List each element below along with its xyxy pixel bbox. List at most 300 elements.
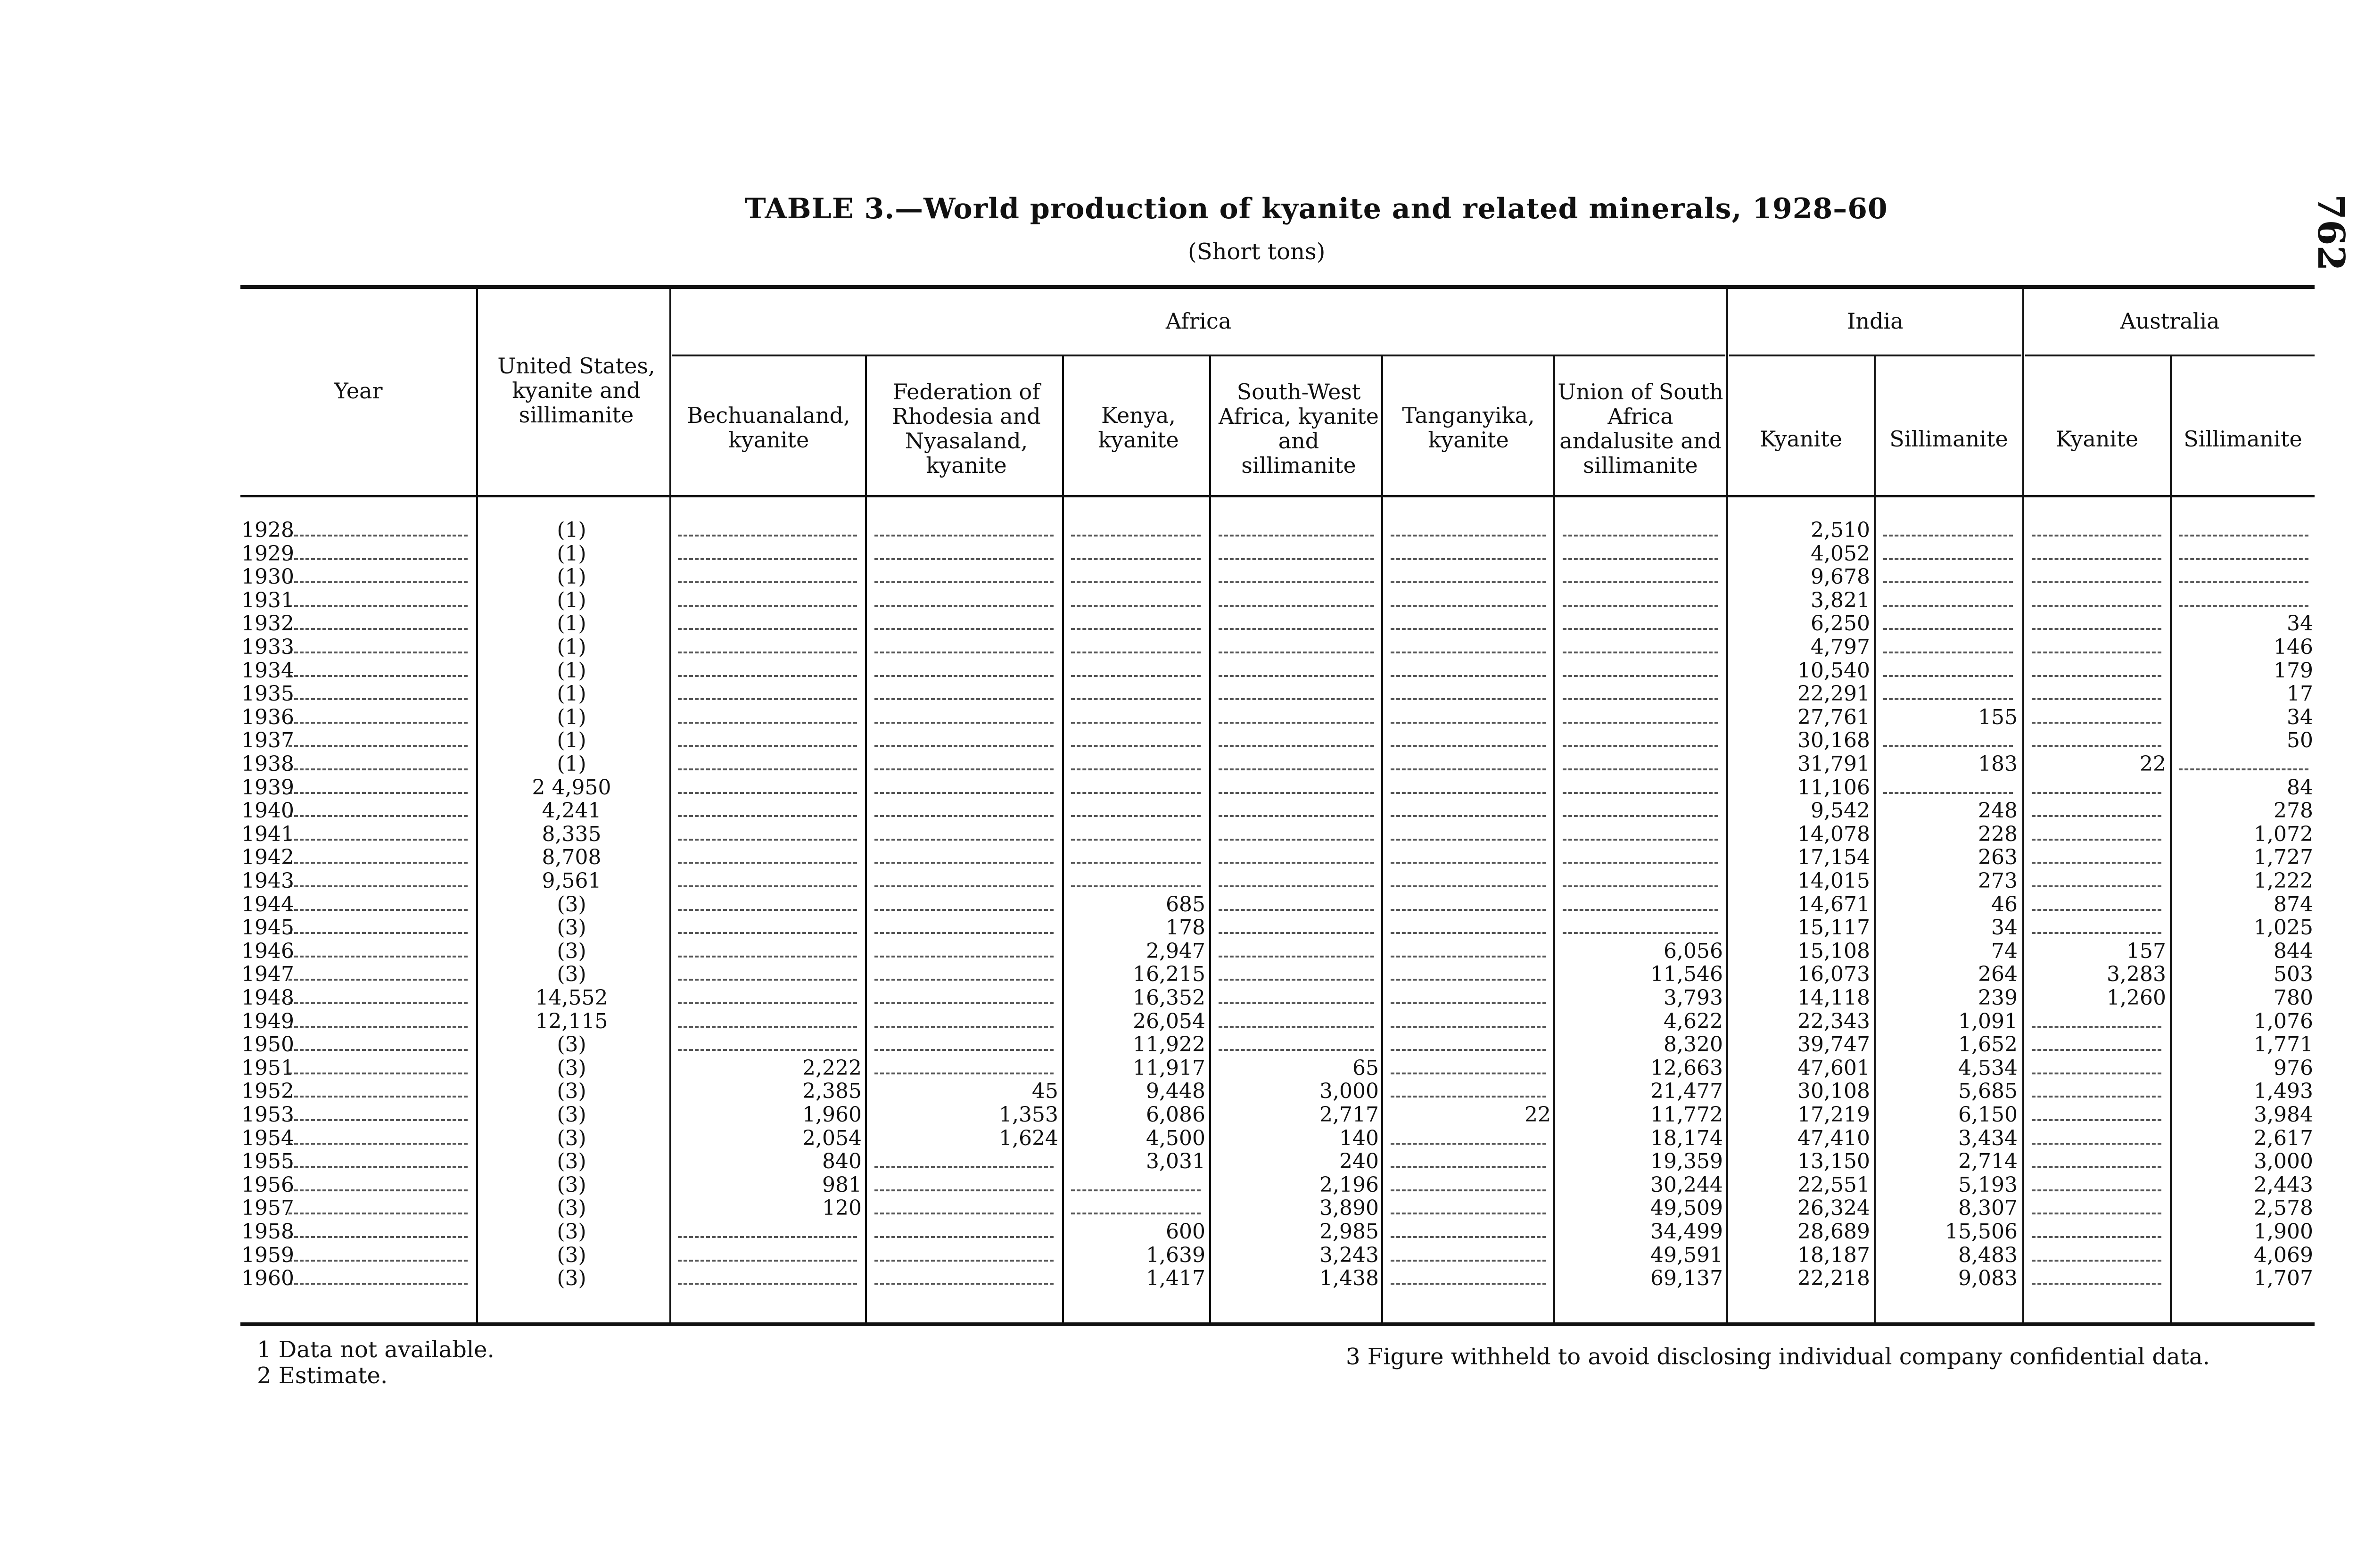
table-cell: 11,922 — [1133, 1032, 1205, 1057]
empty-cell-leader — [1563, 605, 1718, 607]
table-cell: (3) — [557, 1032, 586, 1057]
table-cell: 600 — [1166, 1220, 1205, 1244]
empty-cell-leader — [1391, 1073, 1546, 1074]
table-cell: 3,283 — [2107, 962, 2166, 987]
empty-cell-leader — [1563, 792, 1718, 794]
table-cell: 10,540 — [1797, 658, 1870, 683]
footnote: 1 Data not available. — [257, 1337, 494, 1363]
empty-cell-leader — [1883, 605, 2013, 607]
empty-cell-leader — [678, 792, 857, 794]
empty-cell-leader — [1563, 932, 1718, 934]
table-cell: (1) — [557, 541, 586, 566]
empty-cell-leader — [1219, 558, 1374, 560]
empty-cell-leader — [2032, 1260, 2161, 1262]
table-cell: 47,601 — [1797, 1056, 1870, 1080]
table-cell: 1,417 — [1146, 1266, 1205, 1291]
bottom-rule — [240, 1322, 2315, 1326]
table-cell: 27,761 — [1797, 705, 1870, 729]
year-cell: 1954 — [241, 1126, 294, 1150]
table-cell: (1) — [557, 565, 586, 589]
table-cell: 2,222 — [802, 1056, 862, 1080]
empty-cell-leader — [1883, 792, 2013, 794]
table-cell: 1,222 — [2254, 869, 2313, 893]
empty-cell-leader — [1563, 815, 1718, 817]
column-header: Year — [334, 378, 383, 404]
column-header: Kyanite — [1760, 426, 1842, 452]
empty-cell-leader — [874, 675, 1054, 677]
empty-cell-leader — [678, 581, 857, 583]
col-separator — [1062, 356, 1064, 1322]
table-cell: (3) — [557, 1103, 586, 1127]
table-cell: 2,985 — [1319, 1220, 1379, 1244]
table-cell: 3,793 — [1664, 986, 1723, 1010]
table-cell: 14,015 — [1797, 869, 1870, 893]
table-cell: 1,493 — [2254, 1079, 2313, 1104]
table-cell: 9,678 — [1811, 565, 1870, 589]
empty-cell-leader — [2032, 1189, 2161, 1191]
table-subtitle: (Short tons) — [1188, 239, 1326, 265]
empty-cell-leader — [2032, 1119, 2161, 1121]
table-cell: 6,250 — [1811, 611, 1870, 636]
empty-cell-leader — [1391, 628, 1546, 630]
empty-cell-leader — [678, 745, 857, 747]
year-cell: 1930 — [241, 565, 294, 589]
table-cell: 22,343 — [1797, 1009, 1870, 1033]
year-cell: 1935 — [241, 682, 294, 706]
header-bottom-rule — [240, 495, 2315, 497]
empty-cell-leader — [1563, 535, 1718, 536]
year-cell: 1945 — [241, 916, 294, 940]
empty-cell-leader — [1219, 885, 1374, 887]
empty-cell-leader — [1071, 558, 1201, 560]
empty-cell-leader — [1219, 1002, 1374, 1004]
empty-cell-leader — [874, 909, 1054, 911]
empty-cell-leader — [1883, 581, 2013, 583]
table-cell: 874 — [2274, 892, 2313, 916]
table-cell: 3,890 — [1319, 1196, 1379, 1221]
empty-cell-leader — [874, 745, 1054, 747]
table-cell: 183 — [1978, 752, 2018, 776]
empty-cell-leader — [874, 698, 1054, 700]
table-cell: (3) — [557, 916, 586, 940]
table-cell: 11,546 — [1650, 962, 1723, 987]
empty-cell-leader — [2032, 839, 2161, 841]
empty-cell-leader — [1391, 839, 1546, 841]
empty-cell-leader — [874, 932, 1054, 934]
empty-cell-leader — [874, 956, 1054, 957]
column-header: Union of South Africa andalusite and sillimanite — [1558, 379, 1723, 478]
table-cell: (3) — [557, 892, 586, 916]
empty-cell-leader — [874, 1049, 1054, 1051]
table-cell: (3) — [557, 962, 586, 987]
table-cell: 50 — [2287, 728, 2313, 753]
empty-cell-leader — [1883, 745, 2013, 747]
empty-cell-leader — [2179, 535, 2308, 536]
table-cell: (3) — [557, 1243, 586, 1267]
year-cell: 1952 — [241, 1080, 294, 1103]
empty-cell-leader — [874, 605, 1054, 607]
empty-cell-leader — [874, 1236, 1054, 1238]
table-cell: 16,352 — [1133, 986, 1205, 1010]
table-cell: 2,385 — [802, 1079, 862, 1104]
empty-cell-leader — [2032, 722, 2161, 724]
empty-cell-leader — [1219, 581, 1374, 583]
empty-cell-leader — [2032, 1073, 2161, 1074]
empty-cell-leader — [1219, 1026, 1374, 1028]
table-cell: 17 — [2287, 682, 2313, 706]
table-cell: 2,717 — [1319, 1103, 1379, 1127]
table-cell: 3,000 — [2254, 1149, 2313, 1174]
table-cell: 14,552 — [535, 986, 608, 1010]
table-cell: 179 — [2274, 658, 2313, 683]
table-cell: (3) — [557, 1196, 586, 1221]
table-cell: 14,078 — [1797, 822, 1870, 846]
table-cell: 2,196 — [1319, 1172, 1379, 1197]
table-cell: 69,137 — [1650, 1266, 1723, 1291]
table-cell: (1) — [557, 705, 586, 729]
empty-cell-leader — [1883, 628, 2013, 630]
empty-cell-leader — [1071, 628, 1201, 630]
empty-cell-leader — [1391, 862, 1546, 864]
table-cell: 45 — [1032, 1079, 1058, 1104]
empty-cell-leader — [874, 768, 1054, 770]
empty-cell-leader — [874, 862, 1054, 864]
empty-cell-leader — [1071, 605, 1201, 607]
empty-cell-leader — [1563, 652, 1718, 653]
empty-cell-leader — [1219, 979, 1374, 981]
empty-cell-leader — [1563, 862, 1718, 864]
empty-cell-leader — [678, 956, 857, 957]
table-cell: 3,434 — [1958, 1126, 2018, 1150]
empty-cell-leader — [1071, 722, 1201, 724]
empty-cell-leader — [1563, 581, 1718, 583]
empty-cell-leader — [678, 1049, 857, 1051]
table-cell: 2,714 — [1958, 1149, 2018, 1174]
empty-cell-leader — [1071, 792, 1201, 794]
empty-cell-leader — [1563, 745, 1718, 747]
empty-cell-leader — [1391, 1143, 1546, 1145]
table-cell: 1,353 — [999, 1103, 1058, 1127]
empty-cell-leader — [1391, 652, 1546, 653]
top-rule — [240, 285, 2315, 289]
column-header: Sillimanite — [2184, 426, 2302, 452]
table-cell: 1,076 — [2254, 1009, 2313, 1033]
table-cell: 8,307 — [1958, 1196, 2018, 1221]
empty-cell-leader — [1391, 1049, 1546, 1051]
table-cell: 46 — [1991, 892, 2018, 916]
year-cell: 1956 — [241, 1173, 294, 1197]
column-header: Bechuanaland, kyanite — [687, 403, 850, 453]
year-cell: 1944 — [241, 892, 294, 916]
year-cell: 1946 — [241, 939, 294, 963]
table-cell: 278 — [2274, 799, 2313, 823]
column-header: Kenya, kyanite — [1098, 403, 1179, 453]
empty-cell-leader — [1219, 768, 1374, 770]
empty-cell-leader — [1071, 885, 1201, 887]
table-cell: 6,150 — [1958, 1103, 2018, 1127]
table-cell: 34 — [2287, 705, 2313, 729]
empty-cell-leader — [1391, 909, 1546, 911]
table-cell: (3) — [557, 1056, 586, 1080]
table-cell: 34 — [2287, 611, 2313, 636]
empty-cell-leader — [1391, 605, 1546, 607]
empty-cell-leader — [1219, 675, 1374, 677]
year-cell: 1933 — [241, 635, 294, 659]
empty-cell-leader — [2032, 605, 2161, 607]
table-cell: 3,243 — [1319, 1243, 1379, 1267]
empty-cell-leader — [1219, 792, 1374, 794]
table-cell: 16,073 — [1797, 962, 1870, 987]
empty-cell-leader — [1563, 722, 1718, 724]
table-cell: 22,551 — [1797, 1172, 1870, 1197]
table-cell: 4,241 — [542, 799, 602, 823]
empty-cell-leader — [678, 1002, 857, 1004]
empty-cell-leader — [678, 652, 857, 653]
empty-cell-leader — [1071, 862, 1201, 864]
table-cell: 1,639 — [1146, 1243, 1205, 1267]
table-cell: 34 — [1991, 916, 2018, 940]
table-cell: 8,708 — [542, 845, 602, 870]
empty-cell-leader — [1391, 956, 1546, 957]
empty-cell-leader — [1391, 1236, 1546, 1238]
empty-cell-leader — [1563, 839, 1718, 841]
empty-cell-leader — [1391, 1213, 1546, 1214]
empty-cell-leader — [678, 1260, 857, 1262]
year-cell: 1934 — [241, 659, 294, 683]
year-cell: 1936 — [241, 705, 294, 729]
empty-cell-leader — [1391, 1002, 1546, 1004]
table-cell: 4,797 — [1811, 635, 1870, 659]
table-cell: 30,108 — [1797, 1079, 1870, 1104]
year-cell: 1957 — [241, 1197, 294, 1220]
table-cell: 22,218 — [1797, 1266, 1870, 1291]
table-cell: 976 — [2274, 1056, 2313, 1080]
empty-cell-leader — [1219, 932, 1374, 934]
year-cell: 1941 — [241, 822, 294, 846]
table-cell: 49,509 — [1650, 1196, 1723, 1221]
empty-cell-leader — [1391, 581, 1546, 583]
table-cell: 140 — [1339, 1126, 1379, 1150]
table-cell: 2,054 — [802, 1126, 862, 1150]
empty-cell-leader — [2032, 698, 2161, 700]
empty-cell-leader — [1563, 909, 1718, 911]
empty-cell-leader — [678, 722, 857, 724]
year-cell: 1959 — [241, 1243, 294, 1267]
empty-cell-leader — [678, 1026, 857, 1028]
empty-cell-leader — [678, 628, 857, 630]
table-cell: 1,025 — [2254, 916, 2313, 940]
group-header-australia: Australia — [2120, 308, 2220, 334]
table-cell: (3) — [557, 1079, 586, 1104]
empty-cell-leader — [678, 535, 857, 536]
table-cell: 6,086 — [1146, 1103, 1205, 1127]
table-cell: 5,193 — [1958, 1172, 2018, 1197]
empty-cell-leader — [678, 675, 857, 677]
table-cell: (3) — [557, 1149, 586, 1174]
empty-cell-leader — [874, 1260, 1054, 1262]
table-cell: 1,624 — [999, 1126, 1058, 1150]
table-cell: 21,477 — [1650, 1079, 1723, 1104]
empty-cell-leader — [1391, 745, 1546, 747]
empty-cell-leader — [1391, 698, 1546, 700]
table-cell: 9,542 — [1811, 799, 1870, 823]
empty-cell-leader — [1883, 675, 2013, 677]
empty-cell-leader — [1391, 815, 1546, 817]
empty-cell-leader — [874, 558, 1054, 560]
year-cell: 1955 — [241, 1150, 294, 1173]
table-cell: 2,443 — [2254, 1172, 2313, 1197]
table-cell: 8,335 — [542, 822, 602, 846]
year-cell: 1949 — [241, 1009, 294, 1033]
table-cell: 981 — [822, 1172, 862, 1197]
empty-cell-leader — [1071, 1213, 1201, 1214]
table-cell: 12,115 — [535, 1009, 608, 1033]
empty-cell-leader — [1391, 932, 1546, 934]
empty-cell-leader — [2032, 1166, 2161, 1168]
empty-cell-leader — [2032, 1049, 2161, 1051]
table-cell: 39,747 — [1797, 1032, 1870, 1057]
table-cell: 11,917 — [1133, 1056, 1205, 1080]
table-cell: 26,324 — [1797, 1196, 1870, 1221]
empty-cell-leader — [1071, 839, 1201, 841]
col-separator — [1209, 356, 1211, 1322]
empty-cell-leader — [1883, 535, 2013, 536]
table-cell: 15,108 — [1797, 939, 1870, 963]
table-cell: 3,000 — [1319, 1079, 1379, 1104]
empty-cell-leader — [1391, 535, 1546, 536]
empty-cell-leader — [1391, 722, 1546, 724]
table-cell: 264 — [1978, 962, 2018, 987]
table-cell: 503 — [2274, 962, 2313, 987]
empty-cell-leader — [874, 628, 1054, 630]
col-separator — [1726, 289, 1728, 1322]
empty-cell-leader — [874, 1283, 1054, 1285]
empty-cell-leader — [2032, 1096, 2161, 1098]
empty-cell-leader — [874, 1002, 1054, 1004]
empty-cell-leader — [1219, 652, 1374, 653]
footnote: 2 Estimate. — [257, 1362, 388, 1389]
empty-cell-leader — [1391, 979, 1546, 981]
empty-cell-leader — [1563, 768, 1718, 770]
column-header: Federation of Rhodesia and Nyasaland, kyanite — [892, 379, 1041, 478]
table-cell: 1,707 — [2254, 1266, 2313, 1291]
table-cell: (3) — [557, 1266, 586, 1291]
empty-cell-leader — [1391, 1189, 1546, 1191]
empty-cell-leader — [2032, 535, 2161, 536]
empty-cell-leader — [678, 558, 857, 560]
year-cell: 1953 — [241, 1103, 294, 1127]
empty-cell-leader — [2032, 792, 2161, 794]
table-cell: 1,260 — [2107, 986, 2166, 1010]
table-cell: (1) — [557, 728, 586, 753]
empty-cell-leader — [1391, 1026, 1546, 1028]
empty-cell-leader — [2032, 581, 2161, 583]
empty-cell-leader — [874, 979, 1054, 981]
empty-cell-leader — [678, 1283, 857, 1285]
year-cell: 1948 — [241, 986, 294, 1010]
empty-cell-leader — [2179, 768, 2308, 770]
year-cell: 1929 — [241, 542, 294, 566]
table-cell: 2,617 — [2254, 1126, 2313, 1150]
table-cell: (1) — [557, 518, 586, 542]
table-cell: 19,359 — [1650, 1149, 1723, 1174]
empty-cell-leader — [2032, 862, 2161, 864]
group-header-india: India — [1847, 308, 1904, 334]
empty-cell-leader — [874, 652, 1054, 653]
year-cell: 1958 — [241, 1220, 294, 1244]
empty-cell-leader — [1219, 698, 1374, 700]
column-header: Kyanite — [2056, 426, 2138, 452]
table-cell: 4,069 — [2254, 1243, 2313, 1267]
empty-cell-leader — [874, 792, 1054, 794]
empty-cell-leader — [1071, 768, 1201, 770]
empty-cell-leader — [874, 815, 1054, 817]
table-cell: 12,663 — [1650, 1056, 1723, 1080]
table-cell: 4,534 — [1958, 1056, 2018, 1080]
year-cell: 1931 — [241, 588, 294, 612]
empty-cell-leader — [1391, 1283, 1546, 1285]
table-title: TABLE 3.—World production of kyanite and related minerals, 1928–60 — [745, 192, 1888, 225]
table-cell: 15,506 — [1945, 1220, 2018, 1244]
table-cell: 1,652 — [1958, 1032, 2018, 1057]
empty-cell-leader — [2032, 745, 2161, 747]
empty-cell-leader — [1391, 675, 1546, 677]
table-cell: 9,083 — [1958, 1266, 2018, 1291]
empty-cell-leader — [874, 1073, 1054, 1074]
empty-cell-leader — [874, 581, 1054, 583]
empty-cell-leader — [1883, 698, 2013, 700]
col-separator — [669, 289, 671, 1322]
table-cell: 239 — [1978, 986, 2018, 1010]
table-cell: 157 — [2126, 939, 2166, 963]
empty-cell-leader — [1071, 652, 1201, 653]
empty-cell-leader — [1883, 652, 2013, 653]
table-cell: 4,622 — [1664, 1009, 1723, 1033]
table-cell: 13,150 — [1797, 1149, 1870, 1174]
col-separator — [2170, 356, 2172, 1322]
table-cell: (1) — [557, 588, 586, 612]
table-cell: 17,219 — [1797, 1103, 1870, 1127]
table-cell: 14,118 — [1797, 986, 1870, 1010]
empty-cell-leader — [1071, 581, 1201, 583]
column-header: Tanganyika, kyanite — [1402, 403, 1535, 453]
empty-cell-leader — [1219, 839, 1374, 841]
table-cell: (3) — [557, 1172, 586, 1197]
empty-cell-leader — [1071, 1189, 1201, 1191]
empty-cell-leader — [1391, 885, 1546, 887]
year-cell: 1937 — [241, 729, 294, 752]
year-cell: 1947 — [241, 963, 294, 986]
table-cell: 17,154 — [1797, 845, 1870, 870]
col-separator — [1381, 356, 1383, 1322]
table-cell: 1,900 — [2254, 1220, 2313, 1244]
empty-cell-leader — [874, 1213, 1054, 1214]
col-separator — [476, 289, 478, 1322]
empty-cell-leader — [1219, 815, 1374, 817]
empty-cell-leader — [678, 932, 857, 934]
empty-cell-leader — [1391, 558, 1546, 560]
empty-cell-leader — [1563, 885, 1718, 887]
empty-cell-leader — [874, 1166, 1054, 1168]
col-separator — [1874, 356, 1876, 1322]
table-cell: 8,483 — [1958, 1243, 2018, 1267]
group-rule-africa — [672, 355, 1725, 356]
empty-cell-leader — [2032, 932, 2161, 934]
empty-cell-leader — [1219, 956, 1374, 957]
empty-cell-leader — [2032, 815, 2161, 817]
table-cell: 155 — [1978, 705, 2018, 729]
table-cell: 84 — [2287, 775, 2313, 800]
